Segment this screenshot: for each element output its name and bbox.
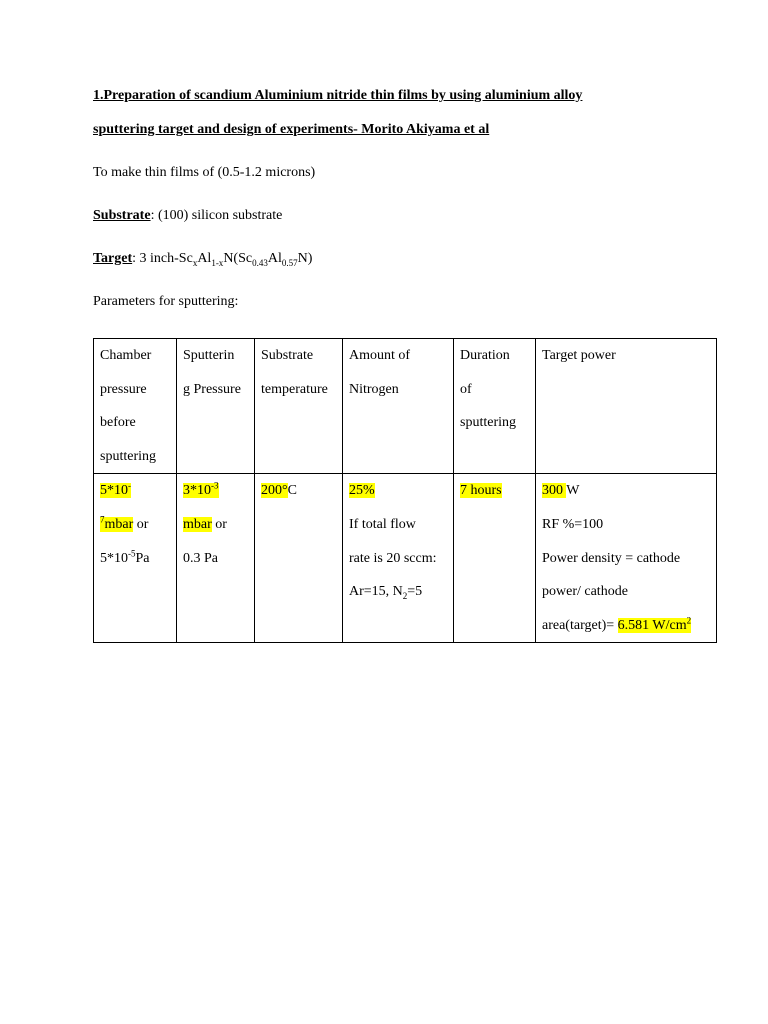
intro-paragraph: To make thin films of (0.5-1.2 microns)	[93, 165, 316, 180]
table-header-row	[94, 339, 717, 474]
cell-duration: 7 hours	[454, 474, 536, 643]
target-label: Target	[93, 251, 133, 266]
cell-substrate-temperature: 200°C	[255, 474, 343, 643]
header-amount-of-nitrogen: Amount of Nitrogen	[343, 339, 454, 474]
document-title-line-1: 1.Preparation of scandium Aluminium nitride thin films by using aluminium alloy	[93, 88, 583, 103]
sputtering-parameters-table	[93, 338, 717, 643]
header-target-power: Target power	[536, 339, 717, 474]
target-paragraph	[93, 251, 312, 267]
header-chamber-pressure: Chamber pressure before sputtering	[94, 339, 177, 474]
cell-amount-of-nitrogen: 25% If total flow rate is 20 sccm: Ar=15, $N_2=5$	[343, 474, 454, 643]
parameters-intro: Parameters for sputtering:	[93, 294, 239, 309]
substrate-paragraph	[93, 208, 282, 224]
cell-target-power: 300 W RF %=100 Power density = cathode power/ cathode area(target)= 6.581 $W/cm^2$	[536, 474, 717, 643]
header-duration: Duration of sputtering	[454, 339, 536, 474]
cell-sputtering-pressure: $3*10^{-3}$ mbar or 0.3 Pa	[177, 474, 255, 643]
substrate-label: Substrate	[93, 208, 151, 223]
target-formula: : 3 inch-$Sc_xAl_{1-x}N(Sc_{0.43}Al_{0.57}N)$	[132, 251, 313, 268]
document-title-line-2: sputtering target and design of experiments- Morito Akiyama et al	[93, 122, 490, 137]
header-substrate-temperature: Substrate temperature	[255, 339, 343, 474]
header-sputtering-pressure: Sputterin g Pressure	[177, 339, 255, 474]
table-row	[94, 474, 717, 643]
substrate-value: : (100) silicon substrate	[150, 208, 283, 223]
cell-chamber-pressure: 5*10- $^7$mbar or $5*10^{-5}Pa$	[94, 474, 177, 643]
